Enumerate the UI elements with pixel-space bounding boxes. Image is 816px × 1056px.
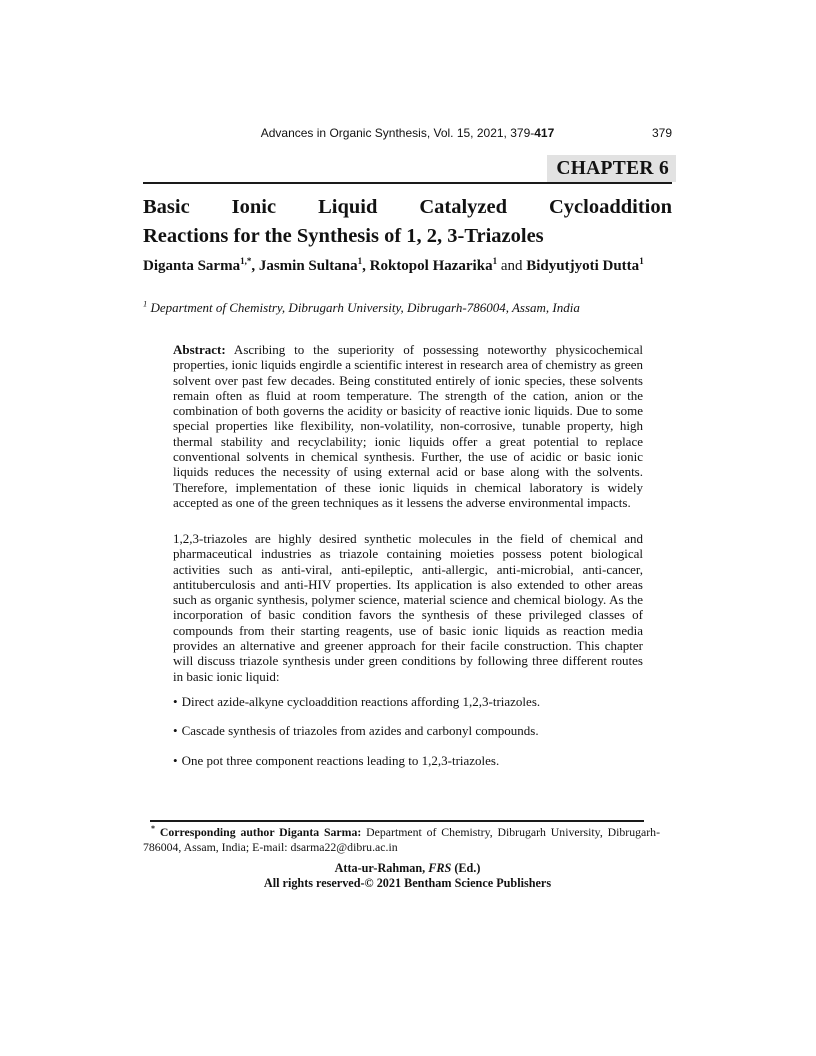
bullet-item-3	[173, 753, 643, 768]
author-1-affiliation-mark: 1,*	[240, 256, 252, 266]
journal-citation-text: Advances in Organic Synthesis, Vol. 15, 2021, 379-	[260, 126, 535, 140]
editor-line	[143, 861, 672, 876]
author-1-name: Diganta Sarma	[143, 258, 241, 274]
author-3-affiliation-mark: 1	[492, 256, 498, 266]
author-2-affiliation-mark: 1	[357, 256, 363, 266]
footnote-text: Department of Chemistry, Dibrugarh University, Dibrugarh-786004, Assam, India; E-mail: dsarma22@dibru.ac.in	[143, 825, 660, 854]
bullet-icon: •	[173, 723, 178, 739]
author-3-name: Roktopol Hazarika	[369, 258, 493, 274]
body-paragraph: 1,2,3-triazoles are highly desired synthetic molecules in the field of chemical and pharmaceutical industries as triazole containing moieties possess potent biological activities such as anti-viral, anti-epileptic, anti-allergic, anti-microbial, anti-cancer, antituberculosis and anti-HIV properties. Its application is also extended to other areas such as organic synthesis, polymer science, material science and chemical biology. As the incorporation of basic condition favors the synthesis of these privileged classes of compounds from their starting reagents, use of basic ionic liquids as reaction media provides an alternative and greener approach for their facile construction. This chapter will discuss triazole synthesis under green conditions by following three different routes in basic ionic liquid:	[173, 531, 643, 684]
author-3	[370, 258, 527, 274]
chapter-title	[143, 193, 672, 251]
page-number: 379	[651, 126, 672, 140]
footnote-label: Corresponding author Diganta Sarma:	[155, 825, 362, 839]
bullet-list	[173, 694, 643, 782]
author-separator-and: and	[497, 258, 527, 274]
bullet-item-2	[173, 723, 643, 738]
bullet-item-1-text: Direct azide-alkyne cycloaddition reactions affording 1,2,3-triazoles.	[181, 694, 541, 709]
chapter-rule	[143, 182, 672, 184]
journal-citation-end-page: 417	[534, 126, 555, 140]
bullet-icon: •	[173, 752, 178, 768]
running-header	[143, 126, 672, 141]
abstract-text: Ascribing to the superiority of possessing noteworthy physicochemical properties, ionic liquids engirdle a scientific interest in research area of chemistry as green solvent over past few decades. Being constituted entirely of ionic species, these solvents remain often as fluid at room temperature. The strength of the cation, anion or the combination of both governs the acidity or basicity of reactive ionic liquids. Due to some special properties like flexibility, non-volatility, non-corrosive, tunable property, high thermal stability and recyclability; ionic liquids offer a great potential to replace conventional solvents in chemical synthesis. Further, the use of acidic or basic ionic liquids reduces the necessity of using external acid or base along with the solvents. Therefore, implementation of these ionic liquids in chemical laboratory is widely accepted as one of the green techniques as it lessens the adverse environmental impacts.	[173, 342, 643, 510]
bullet-item-2-text: Cascade synthesis of triazoles from azides and carbonyl compounds.	[181, 723, 539, 739]
editor-frs: FRS	[428, 861, 452, 875]
author-separator: ,	[251, 258, 259, 274]
journal-citation	[261, 126, 555, 140]
abstract-paragraph	[173, 342, 643, 510]
author-2-name: Jasmin Sultana	[258, 258, 358, 274]
author-list	[143, 257, 672, 276]
bullet-item-3-text: One pot three component reactions leading to 1,2,3-triazoles.	[181, 752, 500, 768]
author-2	[259, 258, 370, 274]
bullet-icon: •	[173, 694, 178, 709]
footnote-asterisk: *	[151, 824, 155, 834]
bullet-item-1	[173, 694, 643, 709]
author-1	[143, 258, 259, 274]
chapter-title-line1: Basic Ionic Liquid Catalyzed Cycloaddition	[143, 196, 672, 218]
affiliation-line	[143, 300, 672, 316]
author-4-name: Bidyutjyoti Dutta	[526, 258, 640, 274]
chapter-heading: CHAPTER 6	[547, 155, 676, 182]
chapter-title-line2: Reactions for the Synthesis of 1, 2, 3-Triazoles	[143, 225, 544, 247]
footnote-separator-rule	[150, 820, 644, 822]
abstract-label: Abstract:	[173, 342, 226, 357]
rights-line: All rights reserved-© 2021 Bentham Science Publishers	[263, 875, 552, 890]
page-content	[143, 0, 672, 1056]
affiliation-mark: 1	[143, 298, 148, 309]
author-separator: ,	[362, 258, 370, 274]
corresponding-author-footnote	[143, 825, 660, 855]
publisher-block	[143, 861, 672, 890]
editor-name: Atta-ur-Rahman,	[334, 861, 429, 875]
author-4	[526, 258, 643, 274]
affiliation-text: Department of Chemistry, Dibrugarh University, Dibrugarh-786004, Assam, India	[147, 300, 580, 315]
author-4-affiliation-mark: 1	[639, 256, 644, 266]
editor-suffix: (Ed.)	[451, 861, 481, 875]
